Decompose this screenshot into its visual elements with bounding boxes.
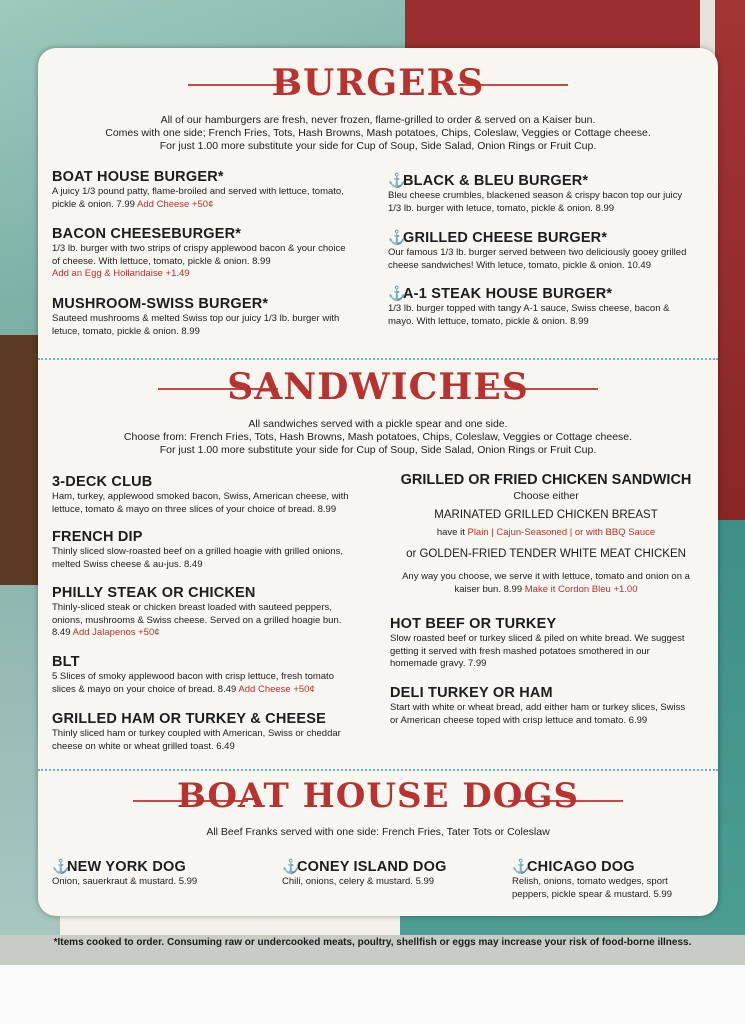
section-divider	[38, 358, 718, 360]
menu-item-new-york-dog: ⚓NEW YORK DOG Onion, sauerkraut & mustard. 5.99	[52, 858, 198, 887]
menu-item-chicago-dog: ⚓CHICAGO DOG Relish, onions, tomato wedges, sport peppers, pickle spear & mustard. 5.99	[512, 858, 673, 900]
menu-item-boat-house-burger: BOAT HOUSE BURGER* A juicy 1/3 pound patty, flame-broiled and served with lettuce, tomato, pickle & onion. 7.99 Add Cheese +50¢	[52, 169, 344, 210]
section-divider	[38, 769, 718, 771]
chicken-sandwich-block: GRILLED OR FRIED CHICKEN SANDWICH Choose either MARINATED GRILLED CHICKEN BREAST have it Plain | Cajun-Seasoned | or with BBQ Sauce or GOLDEN-FRIED TENDER WHITE MEAT CHICKEN Any way you choose, we serve it with lettuce, tomato and onion on a kaiser bun. 8.99 Make it Cordon Bleu +1.00	[400, 472, 692, 595]
sandwiches-intro: All sandwiches served with a pickle spear and one side. Choose from: French Fries, Tots, Hash Browns, Mash potatoes, Chips, Coleslaw, Veggies or Cottage cheese. For just 1.00 more substitute your side for Cup of Soup, Side Salad, Onion Rings or Fruit Cup.	[123, 418, 633, 456]
menu-item-grilled-cheese-burger: ⚓GRILLED CHEESE BURGER* Our famous 1/3 lb. burger served between two deliciously gooey grilled cheese sandwiches! With letuce, tomato, pickle & onion. 10.49	[388, 229, 687, 271]
menu-item-a1-steak-house-burger: ⚓A-1 STEAK HOUSE BURGER* 1/3 lb. burger topped with tangy A-1 sauce, Swiss cheese, bacon & mayo. With lettuce, tomato, pickle & onion. 8.99	[388, 285, 670, 327]
menu-item-coney-island-dog: ⚓CONEY ISLAND DOG Chili, onions, celery & mustard. 5.99	[282, 858, 447, 887]
food-safety-disclaimer: *Items cooked to order. Consuming raw or undercooked meats, poultry, shellfish or eggs may increase your risk of food-borne illness.	[53, 937, 692, 948]
dogs-intro: All Beef Franks served with one side: French Fries, Tater Tots or Coleslaw	[206, 826, 550, 838]
menu-item-hot-beef-turkey: HOT BEEF OR TURKEY Slow roasted beef or turkey sliced & piled on white bread. We suggest getting it served with fresh mashed potatoes smothered in our homemade gravy. 7.99	[390, 616, 685, 669]
menu-item-grilled-ham-turkey: GRILLED HAM OR TURKEY & CHEESE Thinly sliced ham or turkey coupled with American, Swiss or cheddar cheese on white or wheat grilled toast. 6.49	[52, 711, 341, 752]
menu-item-black-bleu-burger: ⚓BLACK & BLEU BURGER* Bleu cheese crumbles, blackened season & crispy bacon top our juicy 1/3 lb. burger with letuce, tomato, pickle & onion. 8.99	[388, 172, 683, 214]
dogs-title: BOAT HOUSE DOGS	[176, 776, 580, 816]
anchor-icon: ⚓	[388, 285, 406, 301]
burgers-intro: All of our hamburgers are fresh, never frozen, flame-grilled to order & served on a Kaiser bun. Comes with one side; French Fries, Tots, Hash Browns, Mash potatoes, Chips, Coleslaw, Veggies or Cottage cheese. For just 1.00 more substitute your side for Cup of Soup, Side Salad, Onion Rings or Fruit Cup.	[105, 114, 651, 152]
anchor-icon: ⚓	[388, 229, 406, 245]
menu-item-deli-turkey-ham: DELI TURKEY OR HAM Start with white or wheat bread, add either ham or turkey slices, Swiss or American cheese toped with crisp lettuce and tomato. 6.99	[390, 685, 686, 726]
menu-item-blt: BLT 5 Slices of smoky applewood bacon with crisp lettuce, fresh tomato slices & mayo on your choice of bread. 8.49 Add Cheese +50¢	[52, 654, 334, 695]
menu-item-3-deck-club: 3-DECK CLUB Ham, turkey, applewood smoked bacon, Swiss, American cheese, with lettuce, tomato & mayo on three slices of your choice of bread. 8.99	[52, 474, 349, 515]
sandwiches-title: SANDWICHES	[227, 366, 529, 408]
menu-panel	[38, 48, 718, 916]
anchor-icon: ⚓	[388, 172, 406, 188]
burgers-title: BURGERS	[271, 62, 485, 104]
anchor-icon: ⚓	[52, 858, 70, 874]
menu-item-bacon-cheeseburger: BACON CHEESEBURGER* 1/3 lb. burger with two strips of crispy applewood bacon & your choice of cheese. With lettuce, tomato, pickle & onion. 8.99 Add an Egg & Hollandaise +1.49	[52, 226, 346, 279]
anchor-icon: ⚓	[282, 858, 300, 874]
anchor-icon: ⚓	[512, 858, 530, 874]
menu-item-mushroom-swiss-burger: MUSHROOM-SWISS BURGER* Sauteed mushrooms & melted Swiss top our juicy 1/3 lb. burger with letuce, tomato, pickle & onion. 8.99	[52, 296, 340, 337]
menu-item-philly-steak: PHILLY STEAK OR CHICKEN Thinly-sliced steak or chicken breast loaded with sauteed peppers, onions, mushrooms & Swiss cheese. Served on a grilled hoagie bun. 8.49 Add Jalapenos +50¢	[52, 585, 342, 638]
menu-item-french-dip: FRENCH DIP Thinly sliced slow-roasted beef on a grilled hoagie with grilled onions, melted Swiss cheese & au-jus. 8.49	[52, 529, 343, 570]
